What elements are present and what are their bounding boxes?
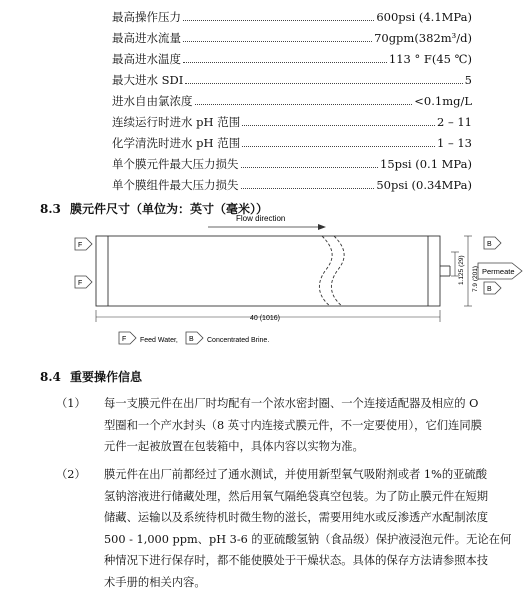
- leader-dots: [241, 155, 379, 168]
- text-line: 每一支膜元件在出厂时均配有一个浓水密封圈、一个连接适配器及相应的 O: [104, 397, 479, 410]
- spec-value: 15psi (0.1 MPa): [380, 157, 472, 171]
- section-title: 膜元件尺寸（单位为：英寸（毫米））: [70, 202, 269, 216]
- flow-direction-label: Flow direction: [236, 214, 286, 223]
- legend-brine: [186, 332, 269, 344]
- spec-label: 化学清洗时进水 pH 范围: [112, 136, 241, 150]
- spec-row: [112, 176, 472, 194]
- paragraph-2: [56, 464, 526, 596]
- flow-direction-arrow: [208, 224, 326, 230]
- diameter-dimension: [464, 236, 472, 306]
- feed-marker-label: F: [122, 336, 127, 343]
- spec-label: 单个膜元件最大压力损失: [112, 157, 239, 171]
- spec-value: 70gpm(382m³/d): [374, 31, 472, 45]
- spec-row: [112, 113, 472, 131]
- paragraph-number: （1）: [56, 397, 86, 410]
- port-dimension-label: 1.125 (29): [458, 255, 465, 285]
- paragraph-1: [56, 393, 526, 463]
- text-line: 膜元件在出厂前都经过了通水测试，并使用新型氧气吸附剂或者 1%的亚硫酸: [104, 468, 488, 481]
- text-line: 500 - 1,000 ppm、pH 3-6 的亚硫酸氢钠（食品级）保护液浸泡元件。无论在何: [104, 532, 512, 546]
- text-line: 型圈和一个产水封头（8 英寸内连接式膜元件，不一定要使用），它们连同膜: [104, 418, 482, 432]
- spec-row: [112, 71, 472, 89]
- spec-row: [112, 50, 472, 68]
- spec-label: 最大进水 SDI: [112, 73, 184, 87]
- spec-label: 进水自由氯浓度: [112, 94, 193, 108]
- membrane-dimension-diagram: [0, 212, 531, 352]
- legend-brine-label: Concentrated Brine.: [207, 337, 270, 344]
- brine-outlet-bottom: [484, 282, 501, 294]
- permeate-label: Permeate: [482, 267, 515, 276]
- feed-marker-label: F: [78, 280, 83, 287]
- spec-value: 1 – 13: [436, 136, 472, 150]
- brine-marker-label: B: [189, 336, 194, 343]
- spec-label: 单个膜组件最大压力损失: [112, 178, 239, 192]
- text-line: 储藏、运输以及系统待机时微生物的滋长，需要用纯水或反渗透产水配制浓度: [104, 511, 489, 524]
- legend-feed-label: Feed Water,: [140, 337, 178, 344]
- brine-marker-label: B: [487, 286, 492, 293]
- spec-row: [112, 29, 472, 47]
- spec-row: [112, 155, 472, 173]
- text-line: 种情况下进行保存时，都不能使膜处于干燥状态。具体的保存方法请参照本技: [104, 554, 489, 567]
- leader-dots: [183, 8, 374, 21]
- paragraph-text: [104, 393, 524, 458]
- spec-row: [112, 92, 472, 110]
- diameter-dimension-label: 7.9 (201): [472, 265, 479, 292]
- legend-feed: [119, 332, 178, 344]
- spec-value: 113 ° F(45 ℃): [388, 52, 472, 66]
- brine-marker-label: B: [487, 241, 492, 248]
- spec-row: [112, 8, 472, 26]
- spec-label: 最高进水温度: [112, 52, 181, 66]
- text-line: 术手册的相关内容。: [104, 575, 206, 589]
- paragraph-text: [104, 464, 524, 593]
- section-title: 重要操作信息: [70, 370, 143, 384]
- feed-water-inlet-bottom: [75, 276, 92, 288]
- brine-outlet-top: [484, 237, 501, 249]
- spec-value: <0.1mg/L: [414, 94, 472, 108]
- text-line: 元件一起被放置在包装箱中，具体内容以实物为准。: [104, 440, 364, 453]
- spec-label: 连续运行时进水 pH 范围: [112, 115, 241, 129]
- spec-label: 最高进水流量: [112, 31, 181, 45]
- section-number: 8.4: [40, 370, 61, 384]
- leader-dots: [183, 50, 387, 63]
- text-line: 氢钠溶液进行储藏处理，然后用氧气隔绝袋真空包装。为了防止膜元件在短期: [104, 489, 489, 503]
- spec-value: 50psi (0.34MPa): [376, 178, 472, 192]
- leader-dots: [242, 134, 435, 147]
- spec-value: 600psi (4.1MPa): [376, 10, 472, 24]
- paragraph-number: （2）: [56, 468, 86, 481]
- length-dimension-label: 40 (1016): [250, 315, 280, 322]
- membrane-element: [96, 236, 450, 306]
- leader-dots: [185, 71, 462, 84]
- feed-water-inlet-top: [75, 238, 92, 250]
- spec-value: 5: [464, 73, 472, 87]
- spec-value: 2 – 11: [436, 115, 472, 129]
- leader-dots: [242, 113, 435, 126]
- leader-dots: [183, 29, 372, 42]
- permeate-outlet: [478, 263, 522, 279]
- section-heading: [40, 368, 142, 385]
- feed-marker-label: F: [78, 242, 83, 249]
- leader-dots: [241, 176, 375, 189]
- spec-label: 最高操作压力: [112, 10, 181, 24]
- spec-row: [112, 134, 472, 152]
- leader-dots: [195, 92, 413, 105]
- section-number: 8.3: [40, 202, 61, 216]
